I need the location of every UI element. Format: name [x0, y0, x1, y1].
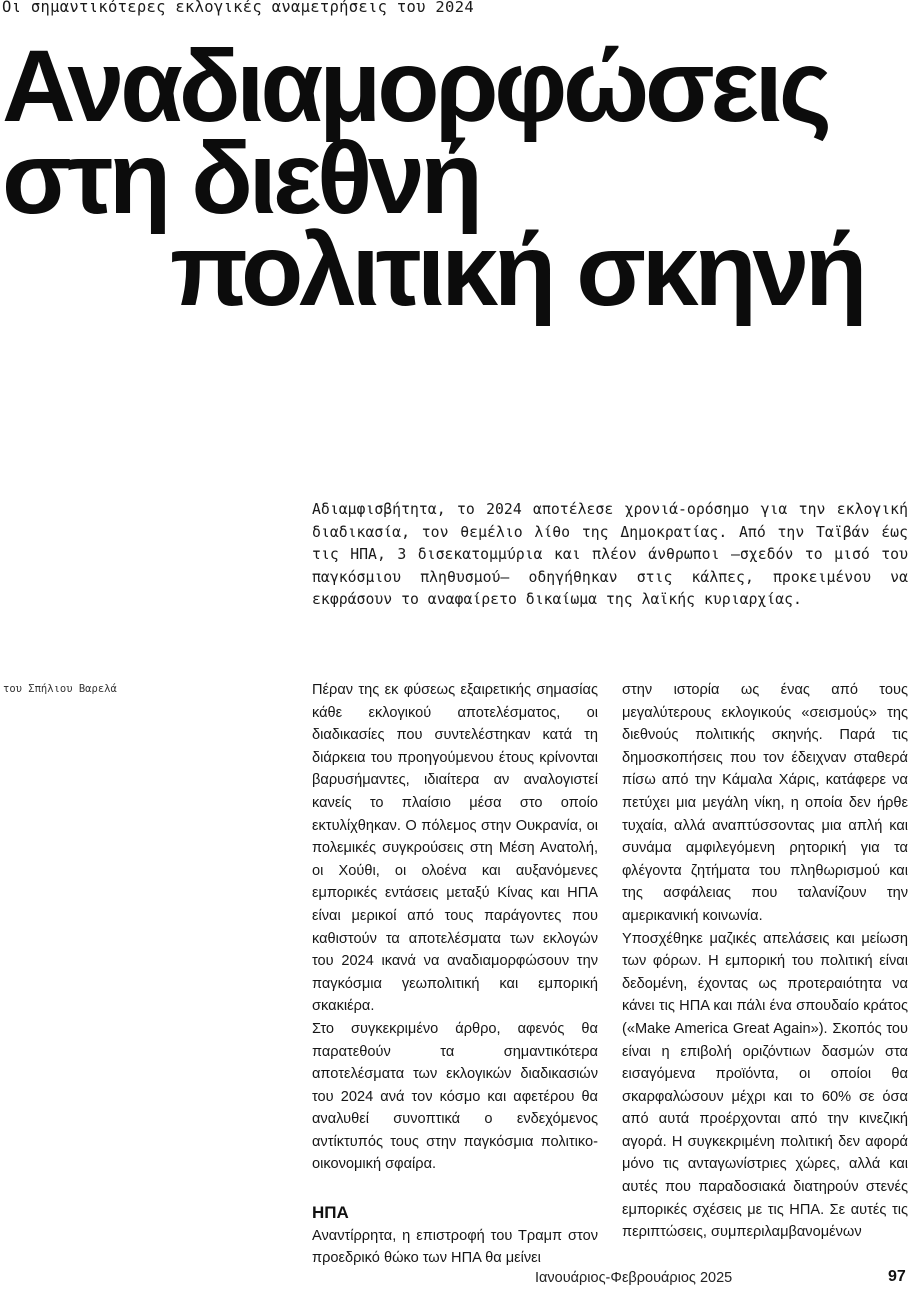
body-column-1 — [312, 679, 598, 1270]
page-number: 97 — [888, 1268, 906, 1285]
footer-issue-date: Ιανουάριος-Φεβρουάριος 2025 — [535, 1270, 733, 1286]
headline-line-1: Αναδιαμορφώσεις — [2, 29, 828, 143]
body-paragraph: στην ιστορία ως ένας από τους μεγαλύτερους εκλογικούς «σεισμούς» της διεθνούς πολιτικής σκηνής. Παρά τις δημοσκοπήσεις που τον έδειχναν σταθερά πίσω από την Κάμαλα Χάρις, κατάφερε να πετύχει μια μεγάλη νίκη, η οποία δεν ήρθε τυχαία, αλλά αναπτύσσοντας μια απλή και συνάμα αμφιλεγόμενη ρητορική για τα φλέγοντα ζητήματα του πληθωρισμού και της ασφάλειας που ταλανίζουν την αμερικανική κοινωνία. — [622, 682, 908, 924]
body-paragraph: Αναντίρρητα, η επιστροφή του Τραμπ στον προεδρικό θώκο των ΗΠΑ θα μείνει — [312, 1227, 598, 1267]
section-heading-usa: ΗΠΑ — [312, 1203, 349, 1223]
article-intro: Αδιαμφισβήτητα, το 2024 αποτέλεσε χρονιά-ορόσημο για την εκλογική διαδικασία, τον θεμέλιο λίθο της Δημοκρατίας. Από την Ταϊβάν έως τις ΗΠΑ, 3 δισεκατομμύρια και πλέον άνθρωποι —σχεδόν το μισό του παγκόσμιου πληθυσμού— οδηγήθηκαν στις κάλπες, προκειμένου να εκφράσουν το αναφαίρετο δικαίωμα της λαϊκής κυριαρχίας. — [312, 501, 908, 609]
headline-line-3: πολιτική σκηνή — [170, 213, 864, 327]
article-headline — [0, 29, 915, 327]
author-byline: του Σπήλιου Βαρελά — [3, 683, 117, 695]
headline-line-2: στη διεθνή — [2, 121, 479, 235]
section-kicker: Οι σημαντικότερες εκλογικές αναμετρήσεις του 2024 — [2, 0, 474, 16]
body-column-2 — [622, 679, 908, 1244]
body-paragraph: Υποσχέθηκε μαζικές απελάσεις και μείωση των φόρων. Η εμπορική του πολιτική είναι δεδομένη, έχοντας ως προτεραιότητα να κάνει τις ΗΠΑ και πάλι ένα σπουδαίο κράτος («Make America Great Again»). Σκοπός του είναι η επιβολή οριζόντιων δασμών στα εισαγόμενα προϊόντα, οι οποίοι θα σκαρφαλώσουν μέχρι και το 60% σε όσα από αυτά προέρχονται από την κινεζική αγορά. Η συγκεκριμένη πολιτική δεν αφορά μόνο τις ανταγωνίστριες χώρες, αλλά και αυτές που παραδοσιακά διατηρούν στενές εμπορικές σχέσεις με τις ΗΠΑ. Σε αυτές τις περιπτώσεις, συμπεριλαμβανομένων — [622, 930, 908, 1241]
body-paragraph: Στο συγκεκριμένο άρθρο, αφενός θα παρατεθούν τα σημαντικότερα αποτελέσματα των εκλογικών διαδικασιών του 2024 ανά τον κόσμο και αφετέρου θα αναλυθεί συνοπτικά ο ενδεχόμενος αντίκτυπός τους στην παγκόσμια πολιτικο-οικονομική σφαίρα. — [312, 1020, 598, 1173]
body-paragraph: Πέραν της εκ φύσεως εξαιρετικής σημασίας κάθε εκλογικού αποτελέσματος, οι διαδικασίες που συντελέστηκαν κατά τη διάρκεια του προηγούμενου έτους κρίνονται βαρυσήμαντες, ιδιαίτερα αν αναλογιστεί κανείς το πλαίσιο μέσα στο οποίο εκτυλίχθηκαν. Ο πόλεμος στην Ουκρανία, οι πολεμικές συγκρούσεις στη Μέση Ανατολή, οι Χούθι, οι ολοένα και αυξανόμενες εμπορικές εντάσεις μεταξύ Κίνας και ΗΠΑ είναι μερικοί από τους παράγοντες που καθιστούν τα αποτελέσματα των εκλογών του 2024 ικανά να αναδιαμορφώσουν την παγκόσμια γεωπολιτική και εμπορική σκακιέρα. — [312, 682, 598, 1015]
